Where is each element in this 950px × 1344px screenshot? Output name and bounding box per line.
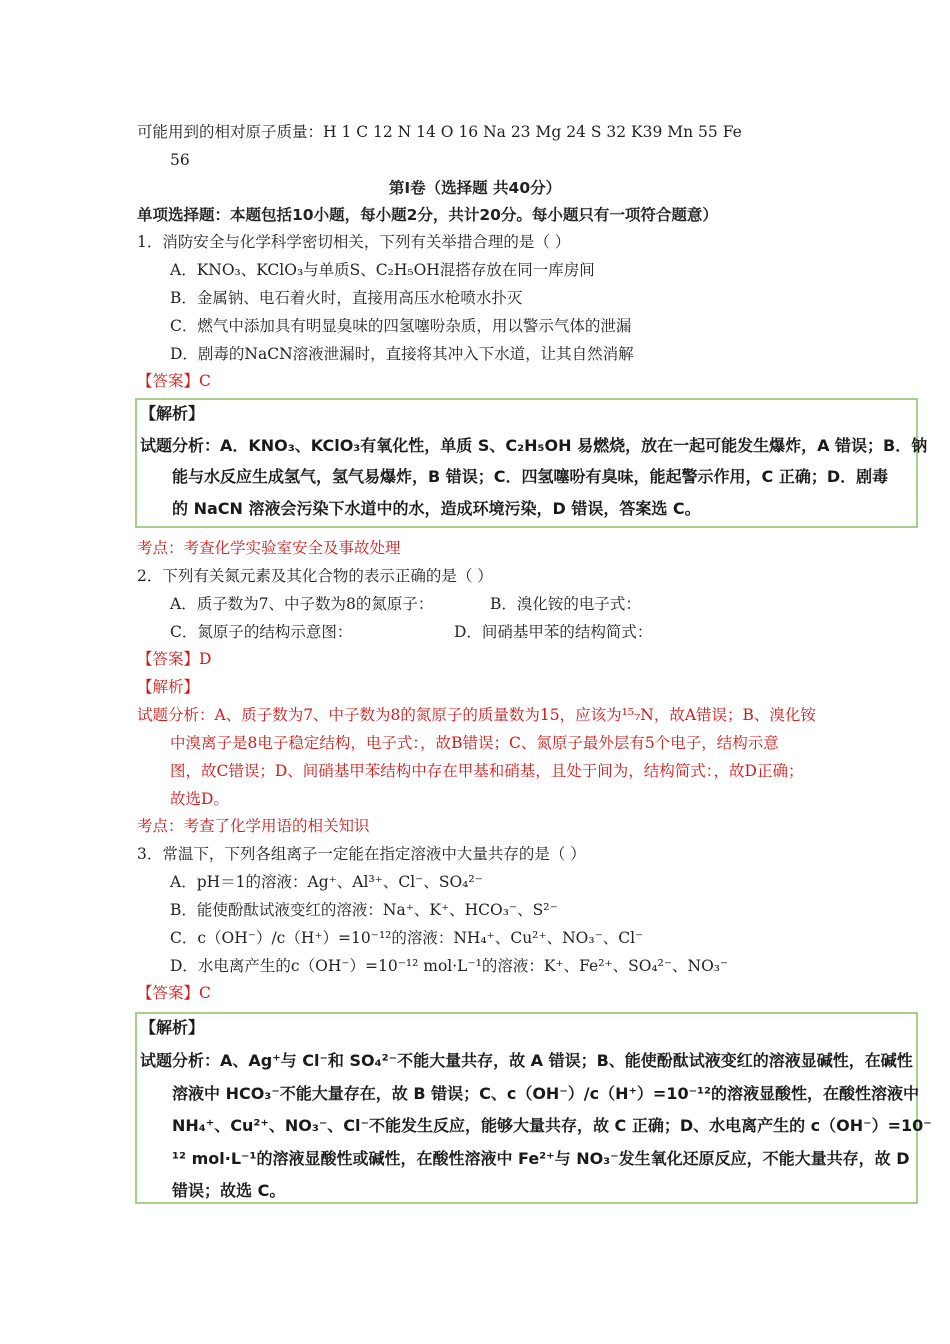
q2-analysis-line2: 中溴离子是8电子稳定结构，电子式：，故B错误；C、氮原子最外层有5个电子，结构示意: [170, 734, 779, 752]
q2-answer: 【答案】D: [137, 650, 212, 668]
q1-option-a: A．KNO₃、KClO₃与单质S、C₂H₅OH混搭存放在同一库房间: [170, 261, 595, 279]
q1-option-c: C．燃气中添加具有明显臭味的四氢噻吩杂质，用以警示气体的泄漏: [170, 317, 632, 335]
q1-analysis-title: 【解析】: [140, 404, 205, 423]
q1-analysis-box: [135, 398, 928, 528]
q1-answer: 【答案】C: [137, 372, 211, 390]
q3-analysis-line4: ¹² mol·L⁻¹的溶液显酸性或碱性，在酸性溶液中 Fe²⁺与 NO₃⁻发生氧化还原反应，不能大量共存，故 D: [172, 1149, 910, 1168]
q2-analysis-line4: 故选D。: [170, 790, 229, 808]
q2-analysis-line1: 试题分析：A、质子数为7、中子数为8的氮原子的质量数为15，应该为¹⁵₇N，故A错误；B、溴化铵: [137, 706, 816, 724]
q2-option-b: B．溴化铵的电子式：: [490, 595, 641, 613]
q3-option-d: D．水电离产生的c（OH⁻）=10⁻¹² mol·L⁻¹的溶液：K⁺、Fe²⁺、SO₄²⁻、NO₃⁻: [170, 957, 729, 975]
q2-option-d: D．间硝基甲苯的结构简式：: [454, 623, 653, 641]
q3-analysis-line2: 溶液中 HCO₃⁻不能大量存在，故 B 错误；C、c（OH⁻）/c（H⁺）=10⁻¹²的溶液显酸性，在酸性溶液中: [172, 1084, 920, 1103]
section-title: 第Ⅰ卷（选择题 共40分）: [388, 179, 562, 197]
q1-stem: 1．消防安全与化学科学密切相关，下列有关举措合理的是（ ）: [137, 233, 571, 251]
q1-analysis-line3: 的 NaCN 溶液会污染下水道中的水，造成环境污染，D 错误，答案选 C。: [172, 499, 701, 518]
q1-analysis-line2: 能与水反应生成氢气，氢气易爆炸，B 错误；C．四氢噻吩有臭味，能起警示作用，C 正确；D．剧毒: [172, 467, 889, 486]
q2-option-c: C．氮原子的结构示意图：: [170, 623, 353, 641]
relative-atomic-mass-line1: 可能用到的相对原子质量：H 1 C 12 N 14 O 16 Na 23 Mg 24 S 32 K39 Mn 55 Fe: [137, 123, 742, 141]
relative-atomic-mass-line2: 56: [170, 151, 190, 169]
q3-option-c: C．c（OH⁻）/c（H⁺）=10⁻¹²的溶液：NH₄⁺、Cu²⁺、NO₃⁻、Cl⁻: [170, 929, 644, 947]
q3-analysis-line1: 试题分析：A、Ag⁺与 Cl⁻和 SO₄²⁻不能大量共存，故 A 错误；B、能使酚酞试液变红的溶液显碱性，在碱性: [140, 1051, 913, 1070]
q3-option-a: A．pH＝1的溶液：Ag⁺、Al³⁺、Cl⁻、SO₄²⁻: [170, 873, 483, 891]
q1-option-d: D．剧毒的NaCN溶液泄漏时，直接将其冲入下水道，让其自然消解: [170, 345, 634, 363]
q2-point: 考点：考查了化学用语的相关知识: [137, 817, 370, 835]
q2-analysis-line3: 图，故C错误；D、间硝基甲苯结构中存在甲基和硝基，且处于间为，结构简式：，故D正确；: [170, 762, 804, 780]
q3-analysis-line5: 错误；故选 C。: [172, 1181, 286, 1200]
q1-analysis-line1: 试题分析：A．KNO₃、KClO₃有氧化性，单质 S、C₂H₅OH 易燃烧，放在一起可能发生爆炸，A 错误；B．钠: [140, 436, 928, 455]
section-intro: 单项选择题：本题包括10小题，每小题2分，共计20分。每小题只有一项符合题意）: [137, 206, 718, 224]
q1-option-b: B．金属钠、电石着火时，直接用高压水枪喷水扑灭: [170, 289, 523, 307]
q3-option-b: B．能使酚酞试液变红的溶液：Na⁺、K⁺、HCO₃⁻、S²⁻: [170, 901, 558, 919]
q3-answer: 【答案】C: [137, 984, 211, 1002]
q2-stem: 2．下列有关氮元素及其化合物的表示正确的是（ ）: [137, 567, 493, 585]
q1-point: 考点：考查化学实验室安全及事故处理: [137, 539, 401, 557]
q3-analysis-line3: NH₄⁺、Cu²⁺、NO₃⁻、Cl⁻不能发生反应，能够大量共存，故 C 正确；D、水电离产生的 c（OH⁻）=10⁻: [172, 1116, 932, 1135]
q2-option-a: A．质子数为7、中子数为8的氮原子：: [170, 595, 434, 613]
q3-stem: 3．常温下，下列各组离子一定能在指定溶液中大量共存的是（ ）: [137, 845, 586, 863]
q3-analysis-box: [135, 1012, 932, 1204]
q3-analysis-title: 【解析】: [140, 1018, 205, 1037]
q2-analysis-title: 【解析】: [137, 678, 200, 696]
